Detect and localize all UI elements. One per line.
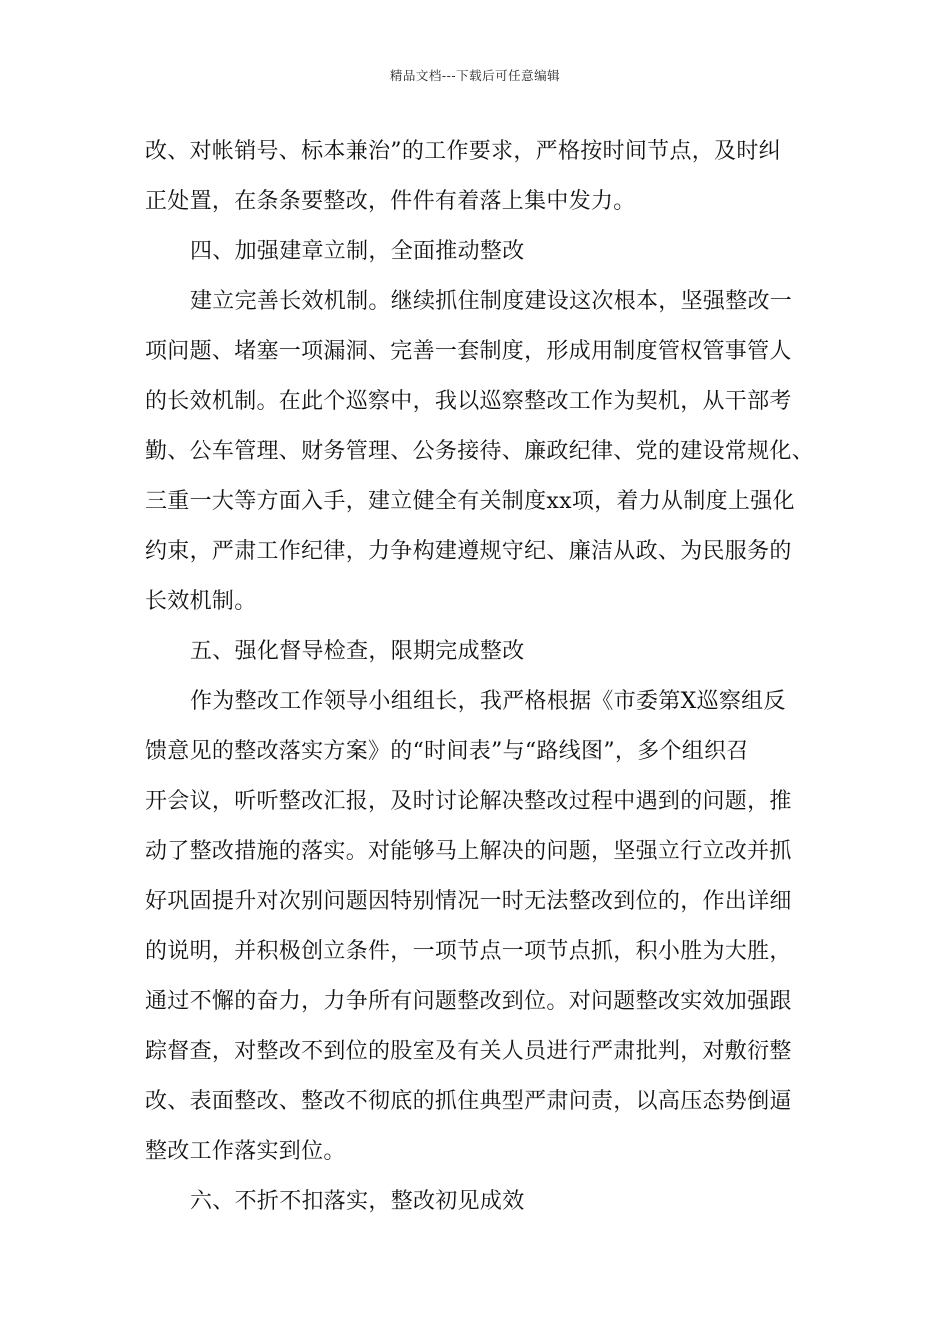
paragraph-line: 三重一大等方面入手，建立健全有关制度xx项，着力从制度上强化 xyxy=(145,489,795,514)
paragraph-line: 踪督查，对整改不到位的股室及有关人员进行严肃批判，对敷衍整 xyxy=(145,1039,792,1064)
paragraph-line: 约束，严肃工作纪律，力争构建遵规守纪、廉洁从政、为民服务的 xyxy=(145,539,792,564)
paragraph-line: 好巩固提升对次别问题因特别情况一时无法整改到位的，作出详细 xyxy=(145,889,792,914)
paragraph-line: 动了整改措施的落实。对能够马上解决的问题，坚强立行立改并抓 xyxy=(145,839,792,864)
paragraph-line: 建立完善长效机制。继续抓住制度建设这次根本，坚强整改一 xyxy=(190,289,793,314)
paragraph-line: 长效机制。 xyxy=(145,589,257,614)
section-heading: 四、加强建章立制，全面推动整改 xyxy=(190,239,525,264)
paragraph-line: 作为整改工作领导小组组长，我严格根据《市委第X巡察组反 xyxy=(190,689,786,714)
paragraph-line: 馈意见的整改落实方案》的“时间表”与“路线图”，多个组织召 xyxy=(145,739,749,764)
paragraph-line: 项问题、堵塞一项漏洞、完善一套制度，形成用制度管权管事管人 xyxy=(145,339,792,364)
paragraph-line: 改、对帐销号、标本兼治”的工作要求，严格按时间节点，及时纠 xyxy=(145,139,781,164)
paragraph-line: 改、表面整改、整改不彻底的抓住典型严肃问责，以高压态势倒逼 xyxy=(145,1089,792,1114)
paragraph-line: 开会议，听听整改汇报，及时讨论解决整改过程中遇到的问题，推 xyxy=(145,789,792,814)
paragraph-line: 通过不懈的奋力，力争所有问题整改到位。对问题整改实效加强跟 xyxy=(145,989,792,1014)
page-header: 精品文档---下载后可任意编辑 xyxy=(389,68,561,83)
paragraph-line: 正处置，在条条要整改，件件有着落上集中发力。 xyxy=(145,189,636,214)
paragraph-line: 的说明，并积极创立条件，一项节点一项节点抓，积小胜为大胜， xyxy=(145,939,792,964)
paragraph-line: 的长效机制。在此个巡察中，我以巡察整改工作为契机，从干部考 xyxy=(145,389,792,414)
document-body xyxy=(145,127,825,1227)
section-heading: 五、强化督导检查，限期完成整改 xyxy=(190,639,525,664)
paragraph-line: 整改工作落实到位。 xyxy=(145,1139,346,1164)
section-heading: 六、不折不扣落实，整改初见成效 xyxy=(190,1189,525,1214)
paragraph-line: 勤、公车管理、财务管理、公务接待、廉政纪律、党的建设常规化、 xyxy=(145,439,815,464)
